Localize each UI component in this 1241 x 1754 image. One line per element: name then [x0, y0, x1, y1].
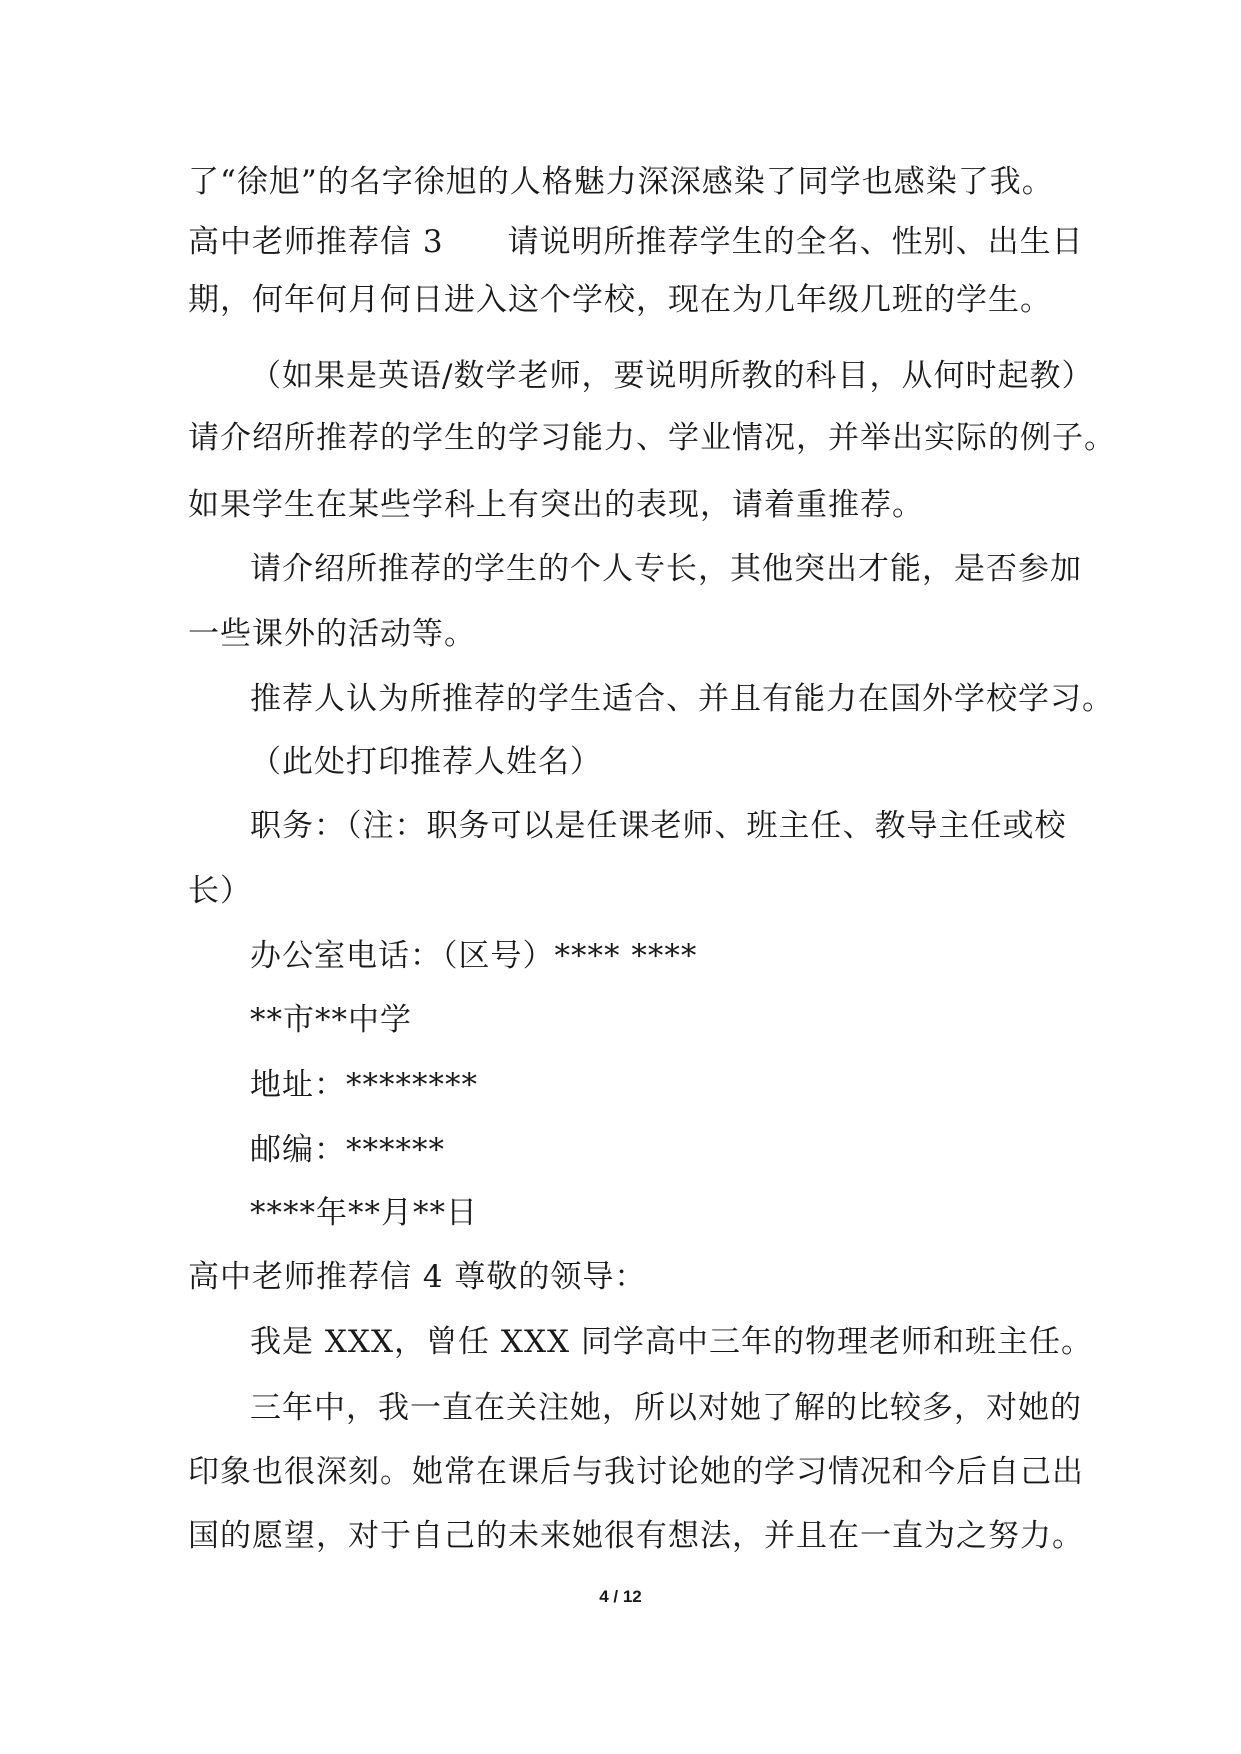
text-line: 请介绍所推荐的学生的学习能力、学业情况，并举出实际的例子。	[188, 420, 1116, 456]
text-line: 了“徐旭”的名字徐旭的人格魅力深深感染了同学也感染了我。	[188, 164, 1054, 200]
text-line: 请介绍所推荐的学生的个人专长，其他突出才能，是否参加	[250, 551, 1082, 587]
page-number: 4 / 12	[599, 1587, 642, 1606]
text-line: 三年中，我一直在关注她，所以对她了解的比较多，对她的	[250, 1390, 1082, 1426]
text-line: （如果是英语/数学老师，要说明所教的科目，从何时起教）	[250, 358, 1094, 394]
text-line: （此处打印推荐人姓名）	[250, 744, 602, 780]
text-line: 长）	[188, 873, 252, 909]
text-line: 期，何年何月何日进入这个学校，现在为几年级几班的学生。	[188, 282, 1052, 318]
text-line: **市**中学	[250, 1002, 412, 1038]
text-line: ****年**月**日	[250, 1195, 478, 1231]
text-line: 我是 XXX，曾任 XXX 同学高中三年的物理老师和班主任。	[250, 1324, 1093, 1360]
text-line: 高中老师推荐信 4 尊敬的领导：	[188, 1259, 647, 1295]
text-line: 高中老师推荐信 3 请说明所推荐学生的全名、性别、出生日	[188, 224, 1084, 260]
text-line: 国的愿望，对于自己的未来她很有想法，并且在一直为之努力。	[188, 1518, 1084, 1554]
text-line: 如果学生在某些学科上有突出的表现，请着重推荐。	[188, 487, 924, 523]
text-line: 一些课外的活动等。	[188, 616, 476, 652]
text-line: 邮编：******	[250, 1132, 445, 1168]
text-line: 印象也很深刻。她常在课后与我讨论她的学习情况和今后自己出	[188, 1454, 1084, 1490]
text-line: 推荐人认为所推荐的学生适合、并且有能力在国外学校学习。	[250, 681, 1114, 717]
text-line: 办公室电话：（区号）**** ****	[250, 938, 698, 974]
text-line: 职务：（注：职务可以是任课老师、班主任、教导主任或校	[250, 808, 1067, 844]
text-line: 地址：********	[250, 1067, 478, 1103]
